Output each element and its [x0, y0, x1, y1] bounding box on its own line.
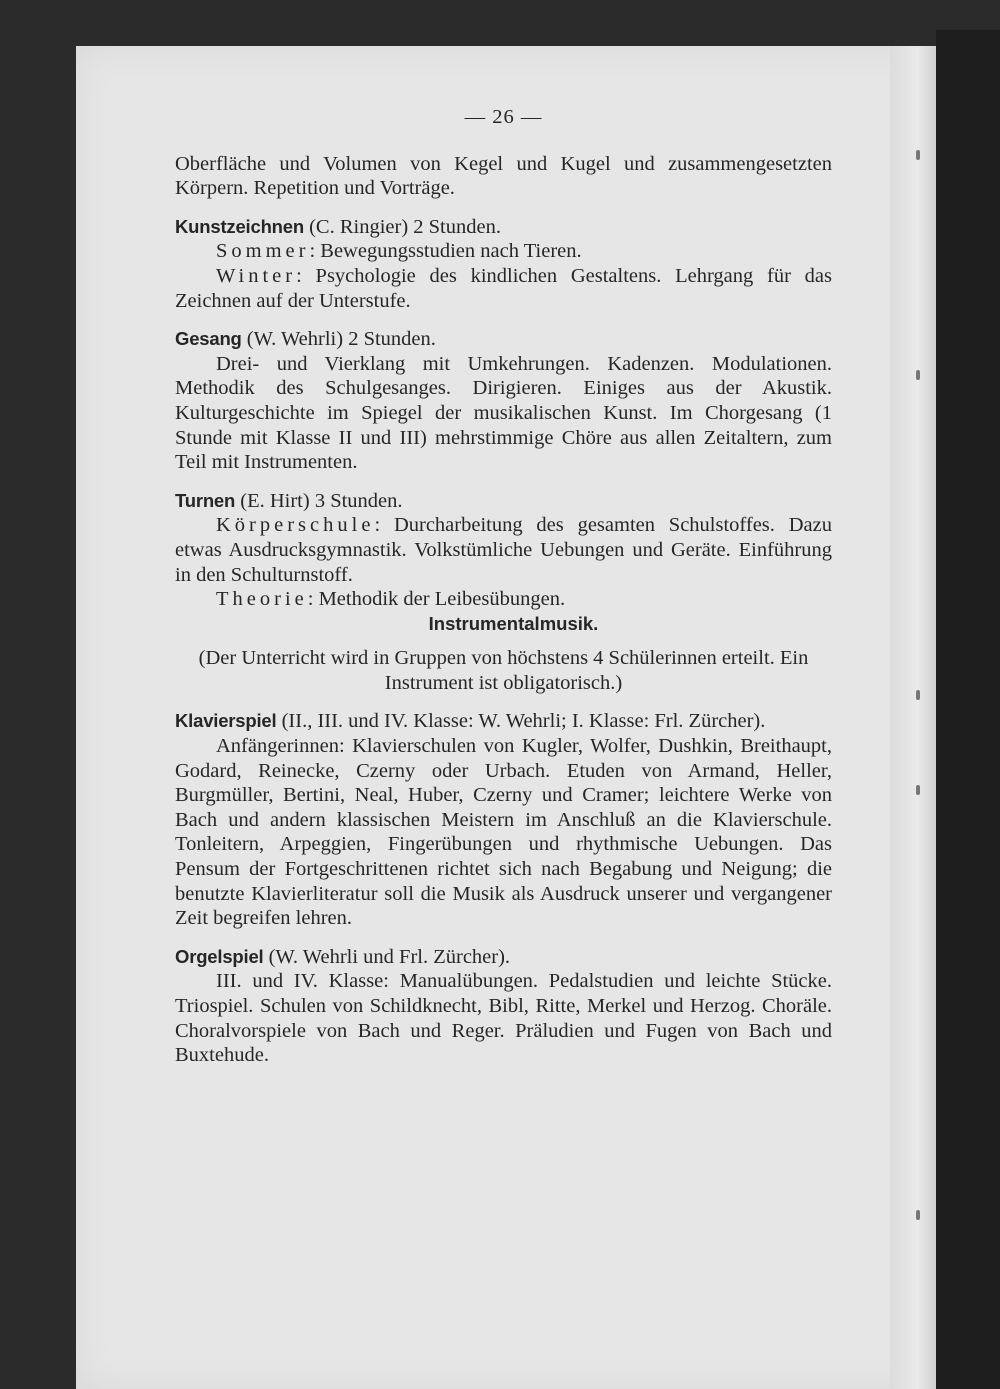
klavier-heading [175, 709, 832, 734]
binding-mark [916, 1210, 920, 1220]
kunstzeichnen-winter [175, 264, 832, 313]
theorie-label: Theorie [216, 588, 308, 611]
binding-mark [916, 690, 920, 700]
koerperschule-label: Körperschule [216, 514, 375, 537]
instrumental-note: (Der Unterricht wird in Gruppen von höchstens 4 Schülerinnen erteilt. Ein Instrument ist obligatorisch.) [198, 647, 809, 694]
orgel-teacher: (W. Wehrli und Frl. Zürcher). [263, 945, 511, 968]
turnen-theorie [175, 587, 832, 612]
klavier-title: Klavierspiel [175, 710, 277, 732]
page-gutter [890, 46, 936, 1389]
intro-paragraph: Oberfläche und Volumen von Kegel und Kugel und zusammengesetzten Körpern. Repetition und Vorträge. [175, 152, 832, 200]
page-number: — 26 — [464, 106, 543, 128]
klavier-teacher: (II., III. und IV. Klasse: W. Wehrli; I. Klasse: Frl. Zürcher). [276, 710, 766, 733]
gesang-title: Gesang [175, 328, 242, 350]
orgel-title: Orgelspiel [175, 945, 264, 967]
gesang-text: Drei- und Vierklang mit Umkehrungen. Kadenzen. Modulationen. Methodik des Schulgesanges. Dirigieren. Einiges aus der Akustik. Kulturgeschichte im Spiegel der musikalischen Kunst. Im Chorgesang (1 Stunde mit Klasse II und III) mehrstimmige Chöre aus allen Zeitaltern, zum Teil mit Instrumenten. [175, 352, 832, 474]
page-text [175, 105, 832, 1068]
gesang-teacher: (W. Wehrli) 2 Stunden. [241, 328, 436, 351]
koerperschule-text: : Durcharbeitung des gesamten Schulstoffes. Dazu etwas Ausdrucksgymnastik. Volkstümliche Uebungen und Geräte. Einführung in den Schulturnstoff. [175, 514, 832, 586]
orgel-heading [175, 945, 832, 970]
klavier-text: Anfängerinnen: Klavierschulen von Kugler, Wolfer, Dushkin, Breithaupt, Godard, Reinecke, Czerny oder Urbach. Etuden von Armand, Heller, Burgmüller, Bertini, Neal, Huber, Czerny und Cramer; leichtere Werke von Bach und andern klassischen Meistern im Anschluß an die Klavierschule. Tonleitern, Arpeggien, Fingerübungen und rhythmische Uebungen. Das Pensum der Fortgeschrittenen richtet sich nach Begabung und Neigung; die benutzte Klavierliteratur soll die Musik als Ausdruck unserer und vergangener Zeit begreifen lehren. [175, 735, 832, 930]
binding-mark [916, 370, 920, 380]
instrumentalmusik-heading: Instrumentalmusik. [428, 612, 599, 634]
binding-mark [916, 785, 920, 795]
winter-label: Winter [216, 264, 297, 287]
turnen-title: Turnen [175, 489, 236, 511]
turnen-koerperschule [175, 513, 832, 587]
sommer-label: Sommer [216, 240, 310, 263]
sommer-text: : Bewegungsstudien nach Tieren. [309, 240, 582, 263]
winter-text: : Psychologie des kindlichen Gestaltens. Lehrgang für das Zeichnen auf der Unterstufe. [175, 264, 832, 312]
turnen-heading [175, 489, 832, 514]
theorie-text: : Methodik der Leibesübungen. [307, 588, 566, 611]
kunstzeichnen-title: Kunstzeichnen [175, 215, 304, 237]
turnen-teacher: (E. Hirt) 3 Stunden. [235, 489, 403, 512]
kunstzeichnen-teacher: (C. Ringier) 2 Stunden. [303, 215, 501, 238]
kunstzeichnen-heading [175, 215, 832, 240]
binding-mark [916, 150, 920, 160]
gesang-heading [175, 327, 832, 352]
orgel-text: III. und IV. Klasse: Manualübungen. Pedalstudien und leichte Stücke. Triospiel. Schulen von Schildknecht, Bibl, Ritte, Merkel und Herzog. Choräle. Choralvorspiele von Bach und Reger. Präludien und Fugen von Bach und Buxtehude. [175, 970, 832, 1067]
kunstzeichnen-sommer [175, 239, 832, 264]
scan-border [936, 30, 1000, 1389]
